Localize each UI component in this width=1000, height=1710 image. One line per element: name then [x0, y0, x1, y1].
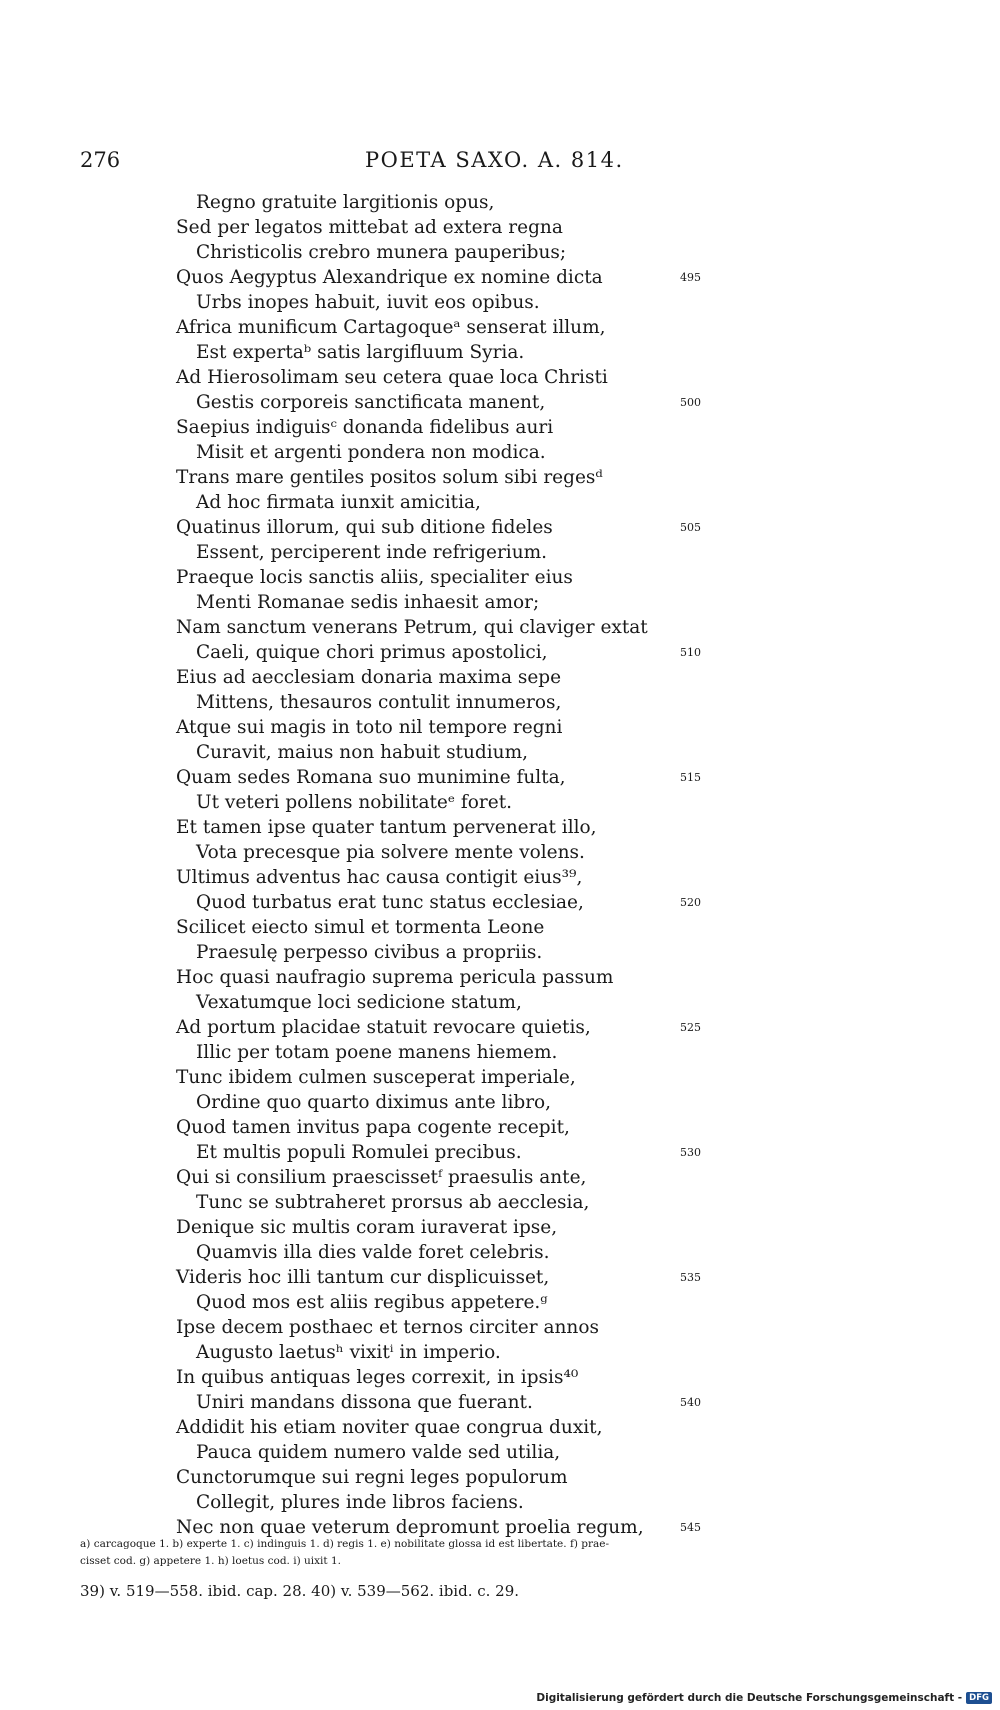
verse-text: Caeli, quique chori primus apostolici, — [196, 642, 548, 663]
verse-line — [0, 1065, 1000, 1090]
verse-line — [0, 1115, 1000, 1140]
verse-text: Mittens, thesauros contulit innumeros, — [196, 692, 562, 713]
verse-line — [0, 690, 1000, 715]
line-number: 540 — [680, 1396, 701, 1409]
verse-line — [0, 1340, 1000, 1365]
verse-text: Nam sanctum venerans Petrum, qui claviger extat — [176, 617, 648, 638]
verse-text: Urbs inopes habuit, iuvit eos opibus. — [196, 292, 540, 313]
line-number: 510 — [680, 646, 701, 659]
verse-text: Atque sui magis in toto nil tempore regni — [176, 717, 563, 738]
verse-text: Et tamen ipse quater tantum pervenerat illo, — [176, 817, 597, 838]
verse-line — [0, 1415, 1000, 1440]
footnotes — [80, 1536, 900, 1570]
verse-line — [0, 465, 1000, 490]
verse-line — [0, 265, 1000, 290]
footnote-line: a) carcagoque 1. b) experte 1. c) indinguis 1. d) regis 1. e) nobilitate glossa id est libertate. f) prae- — [80, 1538, 610, 1550]
verse-text: Tunc se subtraheret prorsus ab aecclesia, — [196, 1192, 590, 1213]
verse-text: Essent, perciperent inde refrigerium. — [196, 542, 548, 563]
verse-line — [0, 1390, 1000, 1415]
verse-line — [0, 1315, 1000, 1340]
verse-text: Africa munificum Cartagoqueᵃ senserat illum, — [176, 317, 606, 338]
verse-text: Et multis populi Romulei precibus. — [196, 1142, 522, 1163]
verse-text: Quos Aegyptus Alexandrique ex nomine dicta — [176, 267, 603, 288]
verse-line — [0, 815, 1000, 840]
line-number: 545 — [680, 1521, 701, 1534]
verse-line — [0, 240, 1000, 265]
verse-line — [0, 1040, 1000, 1065]
dfg-logo: DFG — [966, 1692, 992, 1704]
verse-line — [0, 940, 1000, 965]
verse-line — [0, 965, 1000, 990]
verse-line — [0, 540, 1000, 565]
verse-text: Denique sic multis coram iuraverat ipse, — [176, 1217, 558, 1238]
digitization-credit — [536, 1690, 992, 1706]
poem-text — [0, 190, 1000, 1540]
verse-text: Ad hoc firmata iunxit amicitia, — [196, 492, 481, 513]
verse-line — [0, 990, 1000, 1015]
verse-text: Curavit, maius non habuit studium, — [196, 742, 529, 763]
verse-text: Illic per totam poene manens hiemem. — [196, 1042, 558, 1063]
page-number: 276 — [80, 148, 121, 172]
verse-line — [0, 365, 1000, 390]
verse-text: Pauca quidem numero valde sed utilia, — [196, 1442, 561, 1463]
line-number: 520 — [680, 896, 701, 909]
verse-line — [0, 1015, 1000, 1040]
verse-line — [0, 665, 1000, 690]
verse-text: Scilicet eiecto simul et tormenta Leone — [176, 917, 545, 938]
verse-text: Ad Hierosolimam seu cetera quae loca Christi — [176, 367, 608, 388]
verse-line — [0, 490, 1000, 515]
verse-text: Regno gratuite largitionis opus, — [196, 192, 495, 213]
verse-line — [0, 1215, 1000, 1240]
verse-text: Ultimus adventus hac causa contigit eius³⁹, — [176, 867, 583, 888]
line-number: 530 — [680, 1146, 701, 1159]
verse-line — [0, 340, 1000, 365]
verse-line — [0, 1490, 1000, 1515]
verse-line — [0, 415, 1000, 440]
verse-text: Videris hoc illi tantum cur displicuisset, — [176, 1267, 550, 1288]
verse-text: Qui si consilium praescissetᶠ praesulis ante, — [176, 1167, 587, 1188]
verse-line — [0, 740, 1000, 765]
verse-text: Est expertaᵇ satis largifluum Syria. — [196, 342, 525, 363]
reference-notes: 39) v. 519—558. ibid. cap. 28. 40) v. 539—562. ibid. c. 29. — [80, 1582, 520, 1600]
verse-line — [0, 1165, 1000, 1190]
verse-line — [0, 1265, 1000, 1290]
verse-line — [0, 890, 1000, 915]
verse-line — [0, 915, 1000, 940]
footnote-line: cisset cod. g) appetere 1. h) loetus cod. i) uixit 1. — [80, 1555, 341, 1567]
verse-text: Collegit, plures inde libros faciens. — [196, 1492, 524, 1513]
verse-text: Christicolis crebro munera pauperibus; — [196, 242, 567, 263]
verse-text: Quam sedes Romana suo munimine fulta, — [176, 767, 566, 788]
verse-text: Uniri mandans dissona que fuerant. — [196, 1392, 533, 1413]
verse-text: Praeque locis sanctis aliis, specialiter eius — [176, 567, 573, 588]
verse-text: Gestis corporeis sanctificata manent, — [196, 392, 546, 413]
verse-line — [0, 615, 1000, 640]
verse-text: Eius ad aecclesiam donaria maxima sepe — [176, 667, 562, 688]
verse-line — [0, 1190, 1000, 1215]
line-number: 500 — [680, 396, 701, 409]
verse-text: Tunc ibidem culmen susceperat imperiale, — [176, 1067, 576, 1088]
verse-text: Ut veteri pollens nobilitateᵉ foret. — [196, 792, 513, 813]
verse-line — [0, 1440, 1000, 1465]
verse-text: Vexatumque loci sedicione statum, — [196, 992, 522, 1013]
verse-text: Praesulę perpesso civibus a propriis. — [196, 942, 543, 963]
verse-text: Quatinus illorum, qui sub ditione fideles — [176, 517, 553, 538]
verse-line — [0, 765, 1000, 790]
verse-line — [0, 515, 1000, 540]
verse-line — [0, 840, 1000, 865]
verse-text: Quod turbatus erat tunc status ecclesiae, — [196, 892, 584, 913]
verse-line — [0, 390, 1000, 415]
verse-line — [0, 440, 1000, 465]
verse-text: Menti Romanae sedis inhaesit amor; — [196, 592, 540, 613]
verse-line — [0, 790, 1000, 815]
verse-line — [0, 1365, 1000, 1390]
verse-line — [0, 315, 1000, 340]
line-number: 505 — [680, 521, 701, 534]
verse-line — [0, 1090, 1000, 1115]
verse-text: Ipse decem posthaec et ternos circiter annos — [176, 1317, 599, 1338]
verse-text: Nec non quae veterum depromunt proelia regum, — [176, 1517, 644, 1538]
verse-line — [0, 715, 1000, 740]
verse-line — [0, 1465, 1000, 1490]
verse-text: Quod mos est aliis regibus appetere.ᵍ — [196, 1292, 548, 1313]
verse-line — [0, 215, 1000, 240]
verse-line — [0, 1240, 1000, 1265]
verse-line — [0, 1140, 1000, 1165]
verse-text: Sed per legatos mittebat ad extera regna — [176, 217, 563, 238]
verse-line — [0, 565, 1000, 590]
verse-text: Saepius indiguisᶜ donanda fidelibus auri — [176, 417, 554, 438]
verse-text: Quamvis illa dies valde foret celebris. — [196, 1242, 550, 1263]
line-number: 515 — [680, 771, 701, 784]
verse-text: In quibus antiquas leges correxit, in ipsis⁴⁰ — [176, 1367, 579, 1388]
line-number: 535 — [680, 1271, 701, 1284]
verse-text: Addidit his etiam noviter quae congrua duxit, — [176, 1417, 603, 1438]
verse-line — [0, 865, 1000, 890]
verse-text: Trans mare gentiles positos solum sibi regesᵈ — [176, 467, 603, 488]
verse-text: Augusto laetusʰ vixitⁱ in imperio. — [196, 1342, 501, 1363]
verse-text: Vota precesque pia solvere mente volens. — [196, 842, 585, 863]
verse-text: Ordine quo quarto diximus ante libro, — [196, 1092, 552, 1113]
verse-line — [0, 590, 1000, 615]
line-number: 495 — [680, 271, 701, 284]
verse-text: Quod tamen invitus papa cogente recepit, — [176, 1117, 570, 1138]
credit-text: Digitalisierung gefördert durch die Deutsche Forschungsgemeinschaft - — [536, 1692, 963, 1704]
verse-line — [0, 1290, 1000, 1315]
page-header — [0, 148, 1000, 178]
verse-text: Ad portum placidae statuit revocare quietis, — [176, 1017, 591, 1038]
verse-text: Cunctorumque sui regni leges populorum — [176, 1467, 568, 1488]
verse-line — [0, 640, 1000, 665]
line-number: 525 — [680, 1021, 701, 1034]
verse-line — [0, 290, 1000, 315]
running-title: POETA SAXO. A. 814. — [365, 148, 624, 172]
verse-text: Misit et argenti pondera non modica. — [196, 442, 546, 463]
verse-text: Hoc quasi naufragio suprema pericula passum — [176, 967, 614, 988]
verse-line — [0, 190, 1000, 215]
